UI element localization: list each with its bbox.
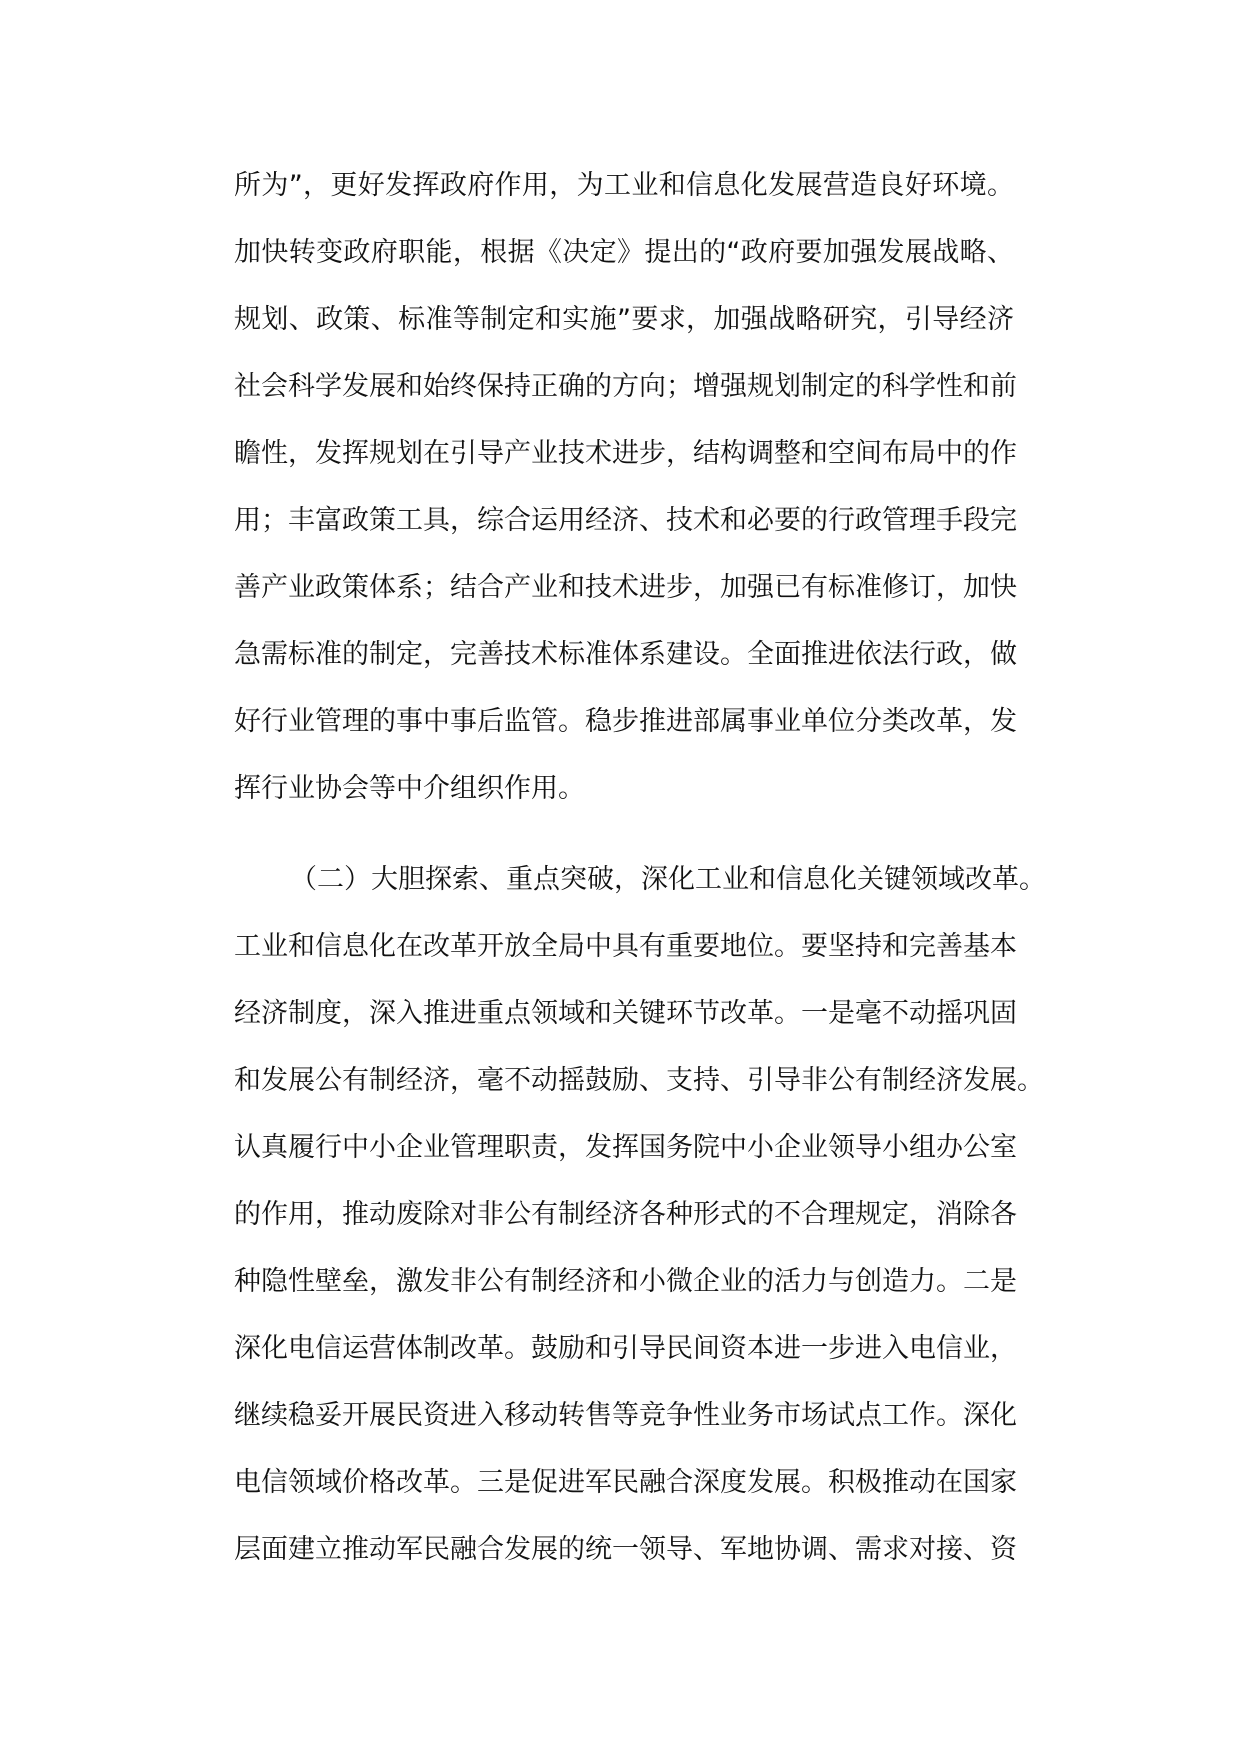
body-text-line: 深化电信运营体制改革。鼓励和引导民间资本进一步进入电信业， [234,1333,1017,1364]
body-text-line: 层面建立推动军民融合发展的统一领导、军地协调、需求对接、资 [234,1534,1017,1565]
body-text-line: 工业和信息化在改革开放全局中具有重要地位。要坚持和完善基本 [234,931,1017,962]
body-text-line: 认真履行中小企业管理职责，发挥国务院中小企业领导小组办公室 [234,1132,1017,1163]
body-text-line: 电信领域价格改革。三是促进军民融合深度发展。积极推动在国家 [234,1467,1017,1498]
body-text-line: 种隐性壁垒，激发非公有制经济和小微企业的活力与创造力。二是 [234,1266,1017,1297]
body-text-line: 经济制度，深入推进重点领域和关键环节改革。一是毫不动摇巩固 [234,998,1017,1029]
body-text-line: 和发展公有制经济，毫不动摇鼓励、支持、引导非公有制经济发展。 [234,1065,1044,1096]
body-text-line: 用；丰富政策工具，综合运用经济、技术和必要的行政管理手段完 [234,505,1017,536]
body-text-line: 挥行业协会等中介组织作用。 [234,773,585,804]
body-text-line: 社会科学发展和始终保持正确的方向；增强规划制定的科学性和前 [234,371,1017,402]
section-heading-line: （二）大胆探索、重点突破，深化工业和信息化关键领域改革。 [290,864,1046,895]
body-text-line: 瞻性，发挥规划在引导产业技术进步，结构调整和空间布局中的作 [234,438,1017,469]
body-text-line: 加快转变政府职能，根据《决定》提出的“政府要加强发展战略、 [234,237,1014,268]
body-text-line: 的作用，推动废除对非公有制经济各种形式的不合理规定，消除各 [234,1199,1017,1230]
body-text-line: 急需标准的制定，完善技术标准体系建设。全面推进依法行政，做 [234,639,1017,670]
body-text-line: 好行业管理的事中事后监管。稳步推进部属事业单位分类改革，发 [234,706,1017,737]
body-text-line: 所为”，更好发挥政府作用，为工业和信息化发展营造良好环境。 [234,170,1014,201]
body-text-line: 善产业政策体系；结合产业和技术进步，加强已有标准修订，加快 [234,572,1017,603]
body-text-line: 继续稳妥开展民资进入移动转售等竞争性业务市场试点工作。深化 [234,1400,1017,1431]
body-text-line: 规划、政策、标准等制定和实施”要求，加强战略研究，引导经济 [234,304,1014,335]
